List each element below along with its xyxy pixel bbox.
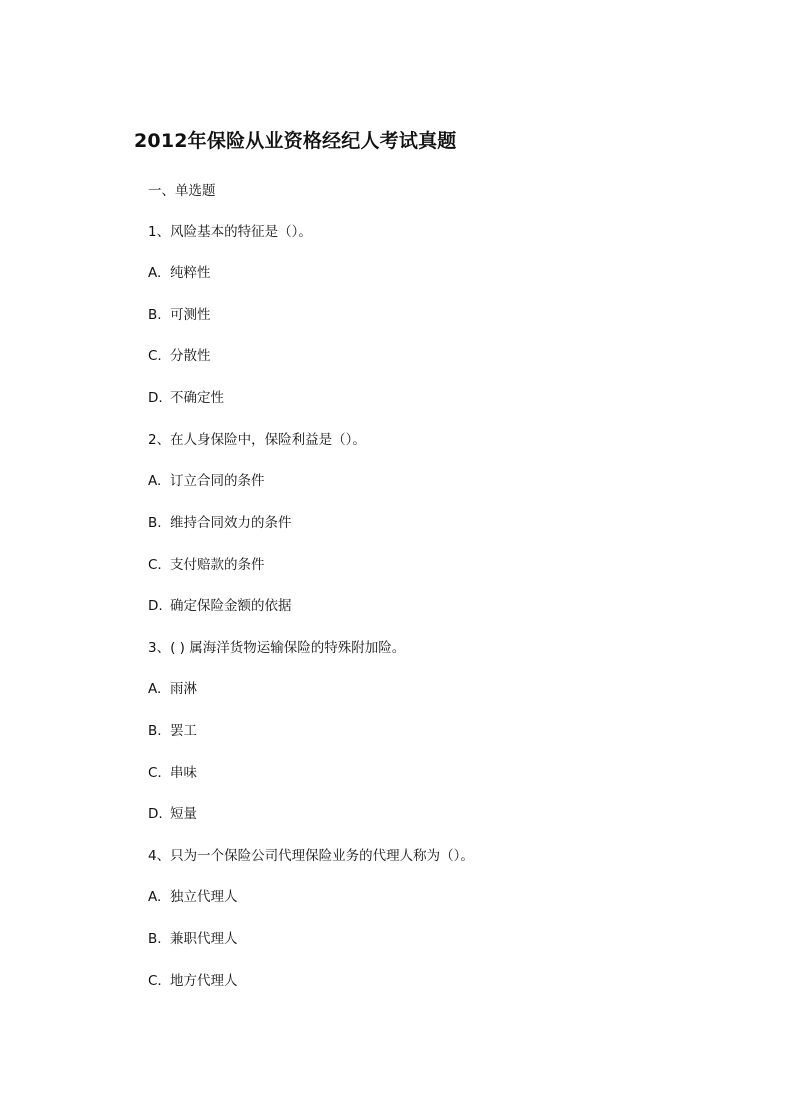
option-text: 确定保险金额的依据 <box>170 598 292 614</box>
option-letter: A. <box>148 681 162 697</box>
option-text: 不确定性 <box>170 390 224 406</box>
option-text: 兼职代理人 <box>170 931 238 947</box>
question-stem: 3、( ) 属海洋货物运输保险的特殊附加险。 <box>148 640 406 656</box>
option-text: 维持合同效力的条件 <box>170 515 292 531</box>
option-item <box>148 888 238 906</box>
option-item <box>148 306 211 324</box>
question-stem: 4、只为一个保险公司代理保险业务的代理人称为（）。 <box>148 848 474 864</box>
option-item <box>148 722 197 740</box>
option-letter: B. <box>148 723 162 739</box>
option-item <box>148 347 211 365</box>
question-stem: 2、在人身保险中，保险利益是（）。 <box>148 432 366 448</box>
option-letter: A. <box>148 473 162 489</box>
option-text: 可测性 <box>170 307 211 323</box>
option-item <box>148 972 238 990</box>
option-item <box>148 764 197 782</box>
question-stem: 1、风险基本的特征是（）。 <box>148 224 312 240</box>
option-letter: B. <box>148 515 162 531</box>
section-heading: 一、单选题 <box>148 183 216 199</box>
option-letter: B. <box>148 931 162 947</box>
option-text: 短量 <box>170 806 197 822</box>
option-letter: D. <box>148 390 163 406</box>
option-item <box>148 389 224 407</box>
option-text: 纯粹性 <box>170 265 211 281</box>
option-text: 分散性 <box>170 348 211 364</box>
option-item <box>148 514 292 532</box>
option-text: 罢工 <box>170 723 197 739</box>
option-letter: D. <box>148 806 163 822</box>
option-item <box>148 805 197 823</box>
option-letter: C. <box>148 765 162 781</box>
option-text: 订立合同的条件 <box>170 473 265 489</box>
option-text: 支付赔款的条件 <box>170 557 265 573</box>
option-letter: C. <box>148 557 162 573</box>
option-letter: C. <box>148 348 162 364</box>
option-letter: B. <box>148 307 162 323</box>
option-item <box>148 556 265 574</box>
option-text: 独立代理人 <box>170 889 238 905</box>
option-item <box>148 472 265 490</box>
option-item <box>148 264 211 282</box>
option-item <box>148 930 238 948</box>
document-title: 2012年保险从业资格经纪人考试真题 <box>134 130 457 152</box>
option-letter: C. <box>148 973 162 989</box>
option-text: 地方代理人 <box>170 973 238 989</box>
option-letter: D. <box>148 598 163 614</box>
option-letter: A. <box>148 889 162 905</box>
option-letter: A. <box>148 265 162 281</box>
option-text: 串味 <box>170 765 197 781</box>
option-text: 雨淋 <box>170 681 197 697</box>
option-item <box>148 680 197 698</box>
option-item <box>148 597 292 615</box>
